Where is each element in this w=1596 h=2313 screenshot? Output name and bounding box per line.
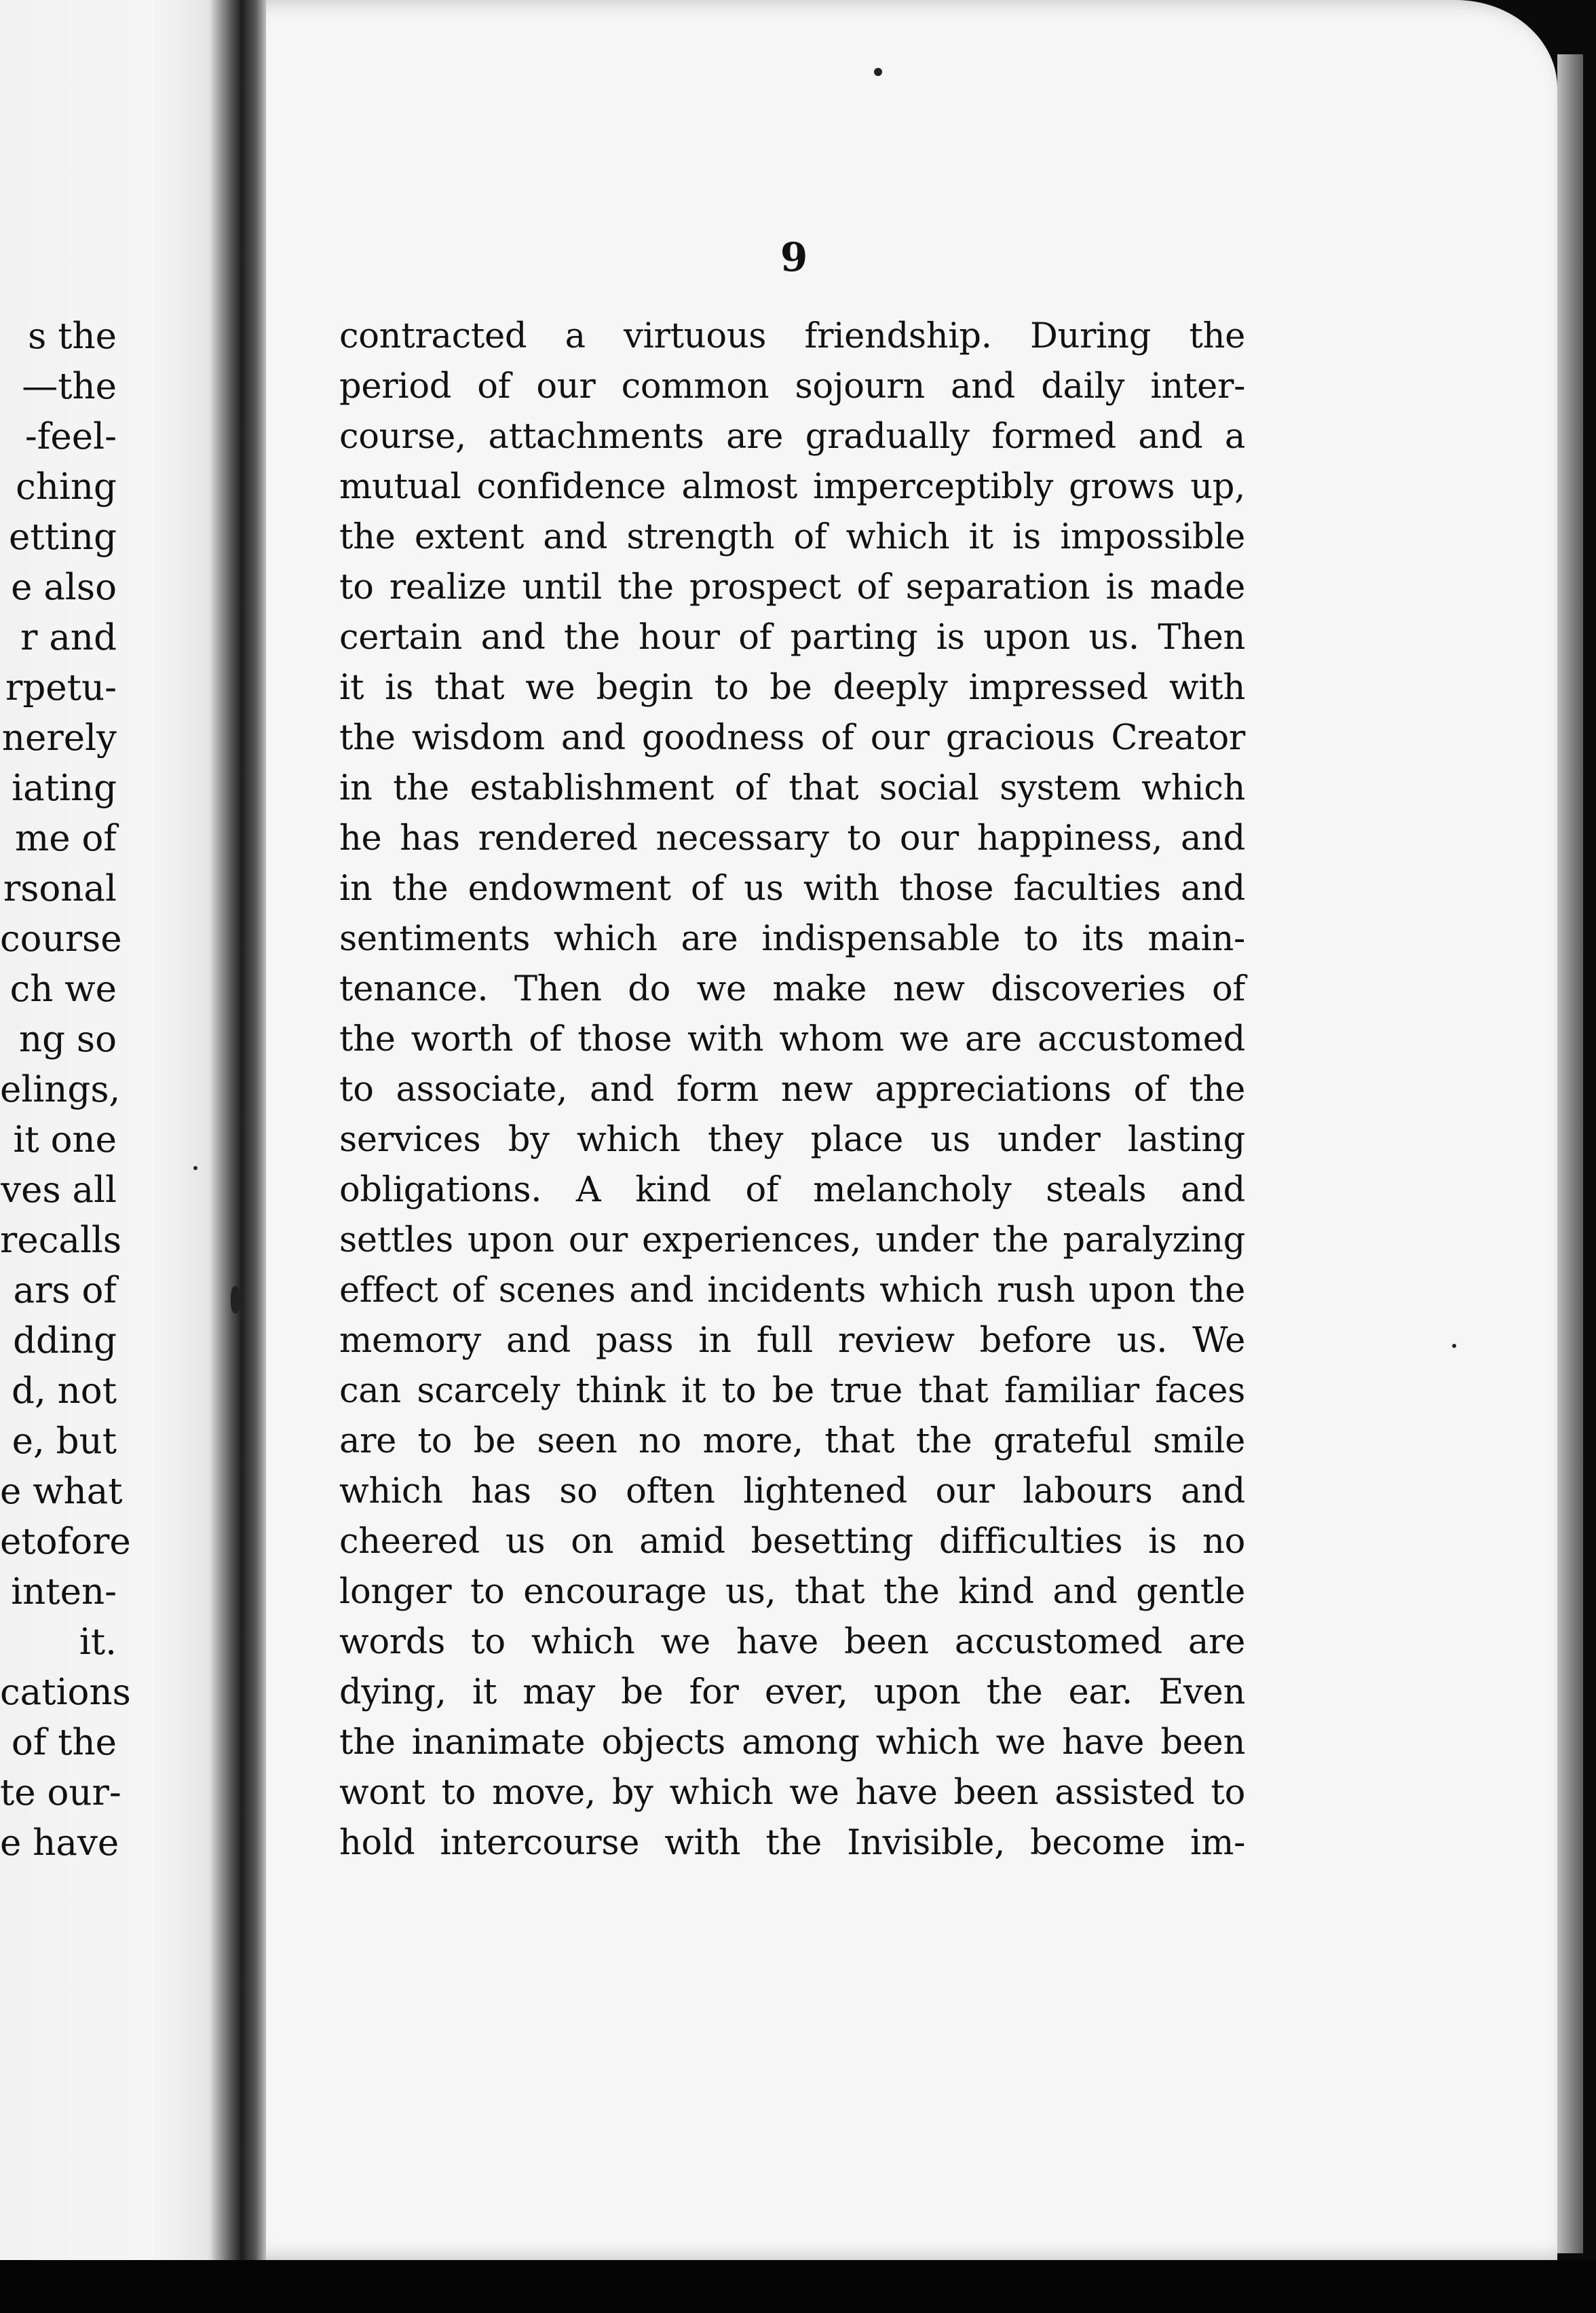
- text-line: to realize until the prospect of separation is made: [339, 567, 1245, 607]
- fragment-line: etting: [9, 516, 117, 558]
- fragment-line: course: [0, 918, 122, 960]
- text-line: services by which they place us under lasting: [339, 1120, 1245, 1160]
- fragment-line: te our-: [0, 1772, 121, 1813]
- fragment-line: —the: [22, 366, 117, 407]
- fragment-line: d, not: [12, 1370, 117, 1412]
- scan-speck: [231, 1286, 240, 1313]
- previous-page-fragment: [0, 0, 218, 2260]
- text-line: longer to encourage us, that the kind and gentle: [339, 1572, 1245, 1612]
- fragment-line: of the: [11, 1722, 117, 1763]
- text-line: sentiments which are indispensable to its main-: [339, 919, 1245, 959]
- fragment-line: ves all: [1, 1169, 117, 1211]
- fragment-line: nerely: [1, 717, 117, 759]
- fragment-line: cations: [0, 1672, 131, 1713]
- text-line: can scarcely think it to be true that familiar faces: [339, 1371, 1245, 1411]
- fragment-line: ng so: [18, 1019, 117, 1060]
- fragment-line: inten-: [11, 1571, 117, 1613]
- fragment-line: s the: [28, 316, 117, 357]
- text-line: in the endowment of us with those faculties and: [339, 869, 1245, 909]
- fragment-line: ch we: [10, 969, 117, 1010]
- text-line: tenance. Then do we make new discoveries of: [339, 969, 1245, 1009]
- scan-speck: [874, 68, 882, 76]
- previous-page-text: [0, 312, 218, 1868]
- fragment-line: -feel-: [24, 416, 117, 457]
- text-line: obligations. A kind of melancholy steals and: [339, 1170, 1245, 1210]
- fragment-line: iating: [12, 768, 117, 809]
- fragment-line: ars of: [13, 1270, 117, 1311]
- text-line: memory and pass in full review before us. We: [339, 1321, 1245, 1361]
- text-line: period of our common sojourn and daily inter-: [339, 366, 1245, 407]
- fragment-line: e also: [11, 567, 117, 608]
- text-line: in the establishment of that social system which: [339, 768, 1245, 808]
- text-line: words to which we have been accustomed are: [339, 1622, 1245, 1662]
- fragment-line: rpetu-: [5, 667, 117, 709]
- fragment-line: it.: [79, 1621, 117, 1663]
- scan-speck: [1452, 1344, 1456, 1348]
- text-line: certain and the hour of parting is upon us. Then: [339, 618, 1245, 658]
- text-line: effect of scenes and incidents which rush upon the: [339, 1271, 1245, 1311]
- text-line: he has rendered necessary to our happiness, and: [339, 819, 1245, 859]
- fragment-line: me of: [15, 818, 117, 859]
- text-line: course, attachments are gradually formed and a: [339, 417, 1245, 457]
- fragment-line: e, but: [12, 1421, 117, 1462]
- text-line: contracted a virtuous friendship. During the: [339, 316, 1245, 356]
- fragment-line: elings,: [0, 1069, 121, 1110]
- text-line: the inanimate objects among which we have been: [339, 1723, 1245, 1763]
- text-line: to associate, and form new appreciations of the: [339, 1070, 1245, 1110]
- scan-bottom-border: [0, 2260, 1596, 2313]
- fragment-line: recalls: [0, 1220, 122, 1261]
- text-line: wont to move, by which we have been assisted to: [339, 1773, 1245, 1813]
- page-edge-shadow: [1557, 54, 1583, 2253]
- text-line: which has so often lightened our labours and: [339, 1471, 1245, 1511]
- text-line: it is that we begin to be deeply impressed with: [339, 668, 1245, 708]
- fragment-line: ching: [16, 466, 117, 508]
- scan-speck: [193, 1166, 197, 1170]
- text-line: the extent and strength of which it is impossible: [339, 517, 1245, 557]
- text-line: the worth of those with whom we are accustomed: [339, 1019, 1245, 1059]
- text-line: settles upon our experiences, under the paralyzing: [339, 1220, 1245, 1260]
- binding-gutter: [212, 0, 266, 2260]
- fragment-line: dding: [13, 1320, 117, 1361]
- fragment-line: e what: [0, 1471, 123, 1512]
- fragment-line: e have: [0, 1822, 119, 1864]
- text-line: are to be seen no more, that the grateful smile: [339, 1421, 1245, 1461]
- fragment-line: etofore: [0, 1521, 131, 1562]
- text-line: the wisdom and goodness of our gracious Creator: [339, 718, 1245, 758]
- fragment-line: r and: [20, 617, 117, 658]
- text-line: dying, it may be for ever, upon the ear. Even: [339, 1672, 1245, 1712]
- page-number: 9: [780, 234, 808, 280]
- fragment-line: it one: [13, 1119, 117, 1161]
- page-body-text: [339, 312, 1245, 1868]
- fragment-line: rsonal: [3, 868, 117, 909]
- text-line: hold intercourse with the Invisible, become im-: [339, 1823, 1245, 1863]
- text-line: cheered us on amid besetting difficulties is no: [339, 1522, 1245, 1562]
- text-line: mutual confidence almost imperceptibly grows up,: [339, 467, 1245, 507]
